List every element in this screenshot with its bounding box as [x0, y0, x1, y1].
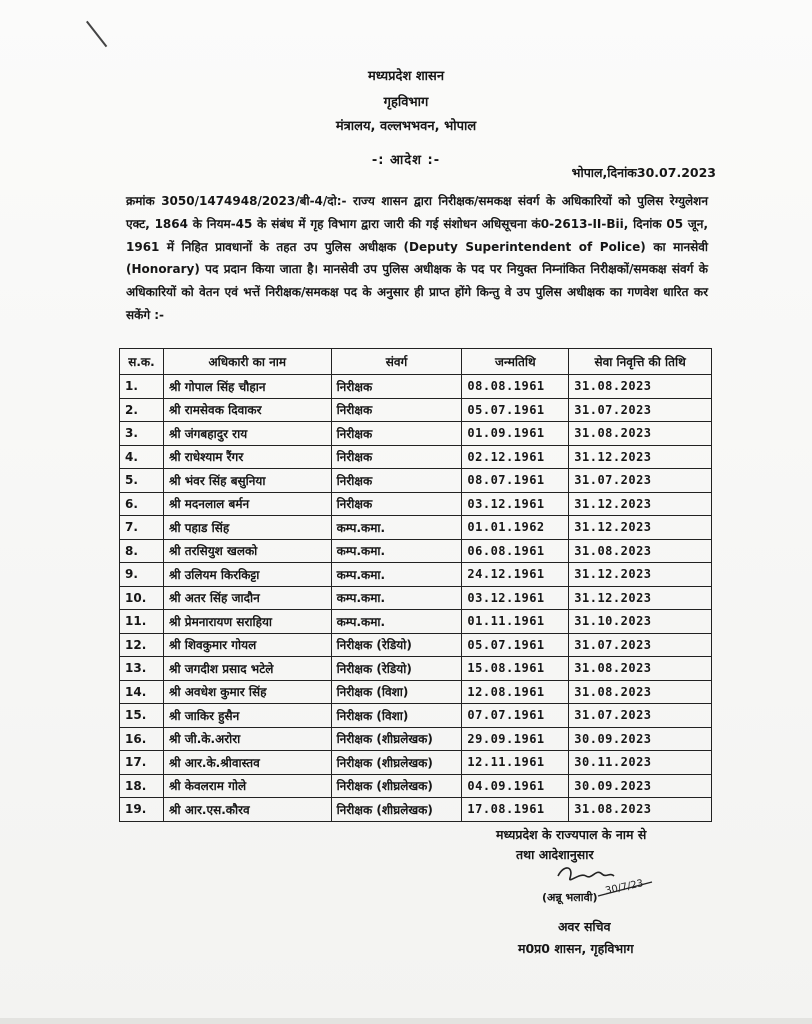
cadre-cell: निरीक्षक	[331, 375, 462, 399]
table-header-row	[120, 349, 712, 375]
serial-cell: 8.	[120, 539, 164, 563]
cadre-cell: निरीक्षक (शीघ्रलेखक)	[331, 727, 462, 751]
officer-name-cell: श्री आर.एस.कौरव	[163, 798, 331, 822]
table-row	[120, 586, 712, 610]
department-name: गृहविभाग	[383, 95, 429, 110]
officer-name-cell: श्री पहाड सिंह	[163, 516, 331, 540]
officer-name-cell: श्री जगदीश प्रसाद भटेले	[163, 657, 331, 681]
officer-name-cell: श्री आर.के.श्रीवास्तव	[163, 751, 331, 775]
birth-date-cell: 12.11.1961	[462, 751, 569, 775]
cadre-cell: निरीक्षक (रेडियो)	[331, 657, 462, 681]
officer-name-cell: श्री तरसियुश खलको	[163, 539, 331, 563]
officer-name-cell: श्री जी.के.अरोरा	[163, 727, 331, 751]
table-row	[120, 727, 712, 751]
birth-date-cell: 07.07.1961	[462, 704, 569, 728]
governor-order-line: मध्यप्रदेश के राज्यपाल के नाम से	[496, 827, 647, 842]
header-retirement-date: सेवा निवृत्ति की तिथि	[569, 349, 712, 375]
table-row	[120, 539, 712, 563]
serial-cell: 18.	[120, 774, 164, 798]
cadre-cell: निरीक्षक	[331, 445, 462, 469]
table-row	[120, 375, 712, 399]
serial-cell: 11.	[120, 610, 164, 634]
serial-cell: 4.	[120, 445, 164, 469]
retirement-date-cell: 30.11.2023	[569, 751, 712, 775]
officer-name-cell: श्री भंवर सिंह बसुनिया	[163, 469, 331, 493]
serial-cell: 1.	[120, 375, 164, 399]
birth-date-cell: 12.08.1961	[462, 680, 569, 704]
table-row	[120, 610, 712, 634]
retirement-date-cell: 31.08.2023	[569, 680, 712, 704]
serial-cell: 13.	[120, 657, 164, 681]
signer-designation: अवर सचिव	[558, 919, 611, 934]
officer-name-cell: श्री अवधेश कुमार सिंह	[163, 680, 331, 704]
officer-name-cell: श्री उलियम किरकिट्टा	[163, 563, 331, 587]
serial-cell: 6.	[120, 492, 164, 516]
birth-date-cell: 03.12.1961	[462, 586, 569, 610]
header-cadre: संवर्ग	[331, 349, 462, 375]
serial-cell: 9.	[120, 563, 164, 587]
serial-cell: 12.	[120, 633, 164, 657]
cadre-cell: कम्प.कमा.	[331, 610, 462, 634]
retirement-date-cell: 31.12.2023	[569, 563, 712, 587]
header-serial: स.क.	[120, 349, 164, 375]
table-row	[120, 469, 712, 493]
retirement-date-cell: 31.08.2023	[569, 375, 712, 399]
retirement-date-cell: 31.08.2023	[569, 422, 712, 446]
table-row	[120, 398, 712, 422]
table-row	[120, 704, 712, 728]
table-row	[120, 563, 712, 587]
officer-name-cell: श्री प्रेमनारायण सराहिया	[163, 610, 331, 634]
birth-date-cell: 02.12.1961	[462, 445, 569, 469]
dateline: भोपाल,दिनांक30.07.2023	[571, 165, 716, 180]
header-officer-name: अधिकारी का नाम	[163, 349, 331, 375]
officer-name-cell: श्री जाकिर हुसैन	[163, 704, 331, 728]
retirement-date-cell: 31.07.2023	[569, 704, 712, 728]
serial-cell: 3.	[120, 422, 164, 446]
cadre-cell: निरीक्षक	[331, 422, 462, 446]
cadre-cell: निरीक्षक (शीघ्रलेखक)	[331, 774, 462, 798]
birth-date-cell: 01.11.1961	[462, 610, 569, 634]
table-row	[120, 516, 712, 540]
serial-cell: 10.	[120, 586, 164, 610]
office-address: मंत्रालय, वल्लभभवन, भोपाल	[335, 119, 477, 134]
cadre-cell: निरीक्षक (शीघ्रलेखक)	[331, 798, 462, 822]
serial-cell: 14.	[120, 680, 164, 704]
birth-date-cell: 08.07.1961	[462, 469, 569, 493]
birth-date-cell: 05.07.1961	[462, 398, 569, 422]
officer-name-cell: श्री राधेश्याम रैंगर	[163, 445, 331, 469]
officer-name-cell: श्री जंगबहादुर राय	[163, 422, 331, 446]
page-bottom-edge	[0, 1018, 812, 1024]
signer-name: (अन्नू भलावी)	[542, 891, 598, 904]
retirement-date-cell: 31.07.2023	[569, 633, 712, 657]
birth-date-cell: 01.01.1962	[462, 516, 569, 540]
cadre-cell: निरीक्षक (रेडियो)	[331, 633, 462, 657]
order-body-text: क्रमांक 3050/1474948/2023/बी-4/दो:- राज्य शासन द्वारा निरीक्षक/समकक्ष संवर्ग के अधिकारियों को पुलिस रेग्युलेशन एक्ट, 1864 के नियम-45 के संबंध में गृह विभाग द्वारा जारी की गई संशोधन अधिसूचना कं0-2613-II-Bii, दिनांक 05 जून, 1961 में निहित प्रावधानों के तहत उप पुलिस अधीक्षक (Deputy Superintendent of Police) का मानसेवी (Honorary) पद प्रदान किया जाता है। मानसेवी उप पुलिस अधीक्षक के पद पर नियुक्त निम्नांकित निरीक्षकों/समकक्ष संवर्ग के अधिकारियों को वेतन एवं भत्तें निरीक्षक/समकक्ष पद के अनुसार ही प्राप्त होंगे किन्तु वे उप पुलिस अधीक्षक का गणवेश धारित कर सकेंगे :-	[126, 194, 708, 322]
table-row	[120, 633, 712, 657]
table-row	[120, 492, 712, 516]
birth-date-cell: 15.08.1961	[462, 657, 569, 681]
officer-name-cell: श्री रामसेवक दिवाकर	[163, 398, 331, 422]
birth-date-cell: 29.09.1961	[462, 727, 569, 751]
birth-date-cell: 05.07.1961	[462, 633, 569, 657]
retirement-date-cell: 30.09.2023	[569, 774, 712, 798]
birth-date-cell: 06.08.1961	[462, 539, 569, 563]
retirement-date-cell: 31.12.2023	[569, 492, 712, 516]
government-name: मध्यप्रदेश शासन	[367, 69, 445, 84]
serial-cell: 19.	[120, 798, 164, 822]
table-row	[120, 774, 712, 798]
retirement-date-cell: 31.07.2023	[569, 398, 712, 422]
retirement-date-cell: 31.07.2023	[569, 469, 712, 493]
cadre-cell: निरीक्षक (विशा)	[331, 680, 462, 704]
table-row	[120, 751, 712, 775]
table-row	[120, 445, 712, 469]
table-row	[120, 657, 712, 681]
retirement-date-cell: 31.08.2023	[569, 798, 712, 822]
birth-date-cell: 24.12.1961	[462, 563, 569, 587]
cadre-cell: कम्प.कमा.	[331, 539, 462, 563]
birth-date-cell: 04.09.1961	[462, 774, 569, 798]
cadre-cell: कम्प.कमा.	[331, 516, 462, 540]
cadre-cell: कम्प.कमा.	[331, 586, 462, 610]
retirement-date-cell: 31.08.2023	[569, 539, 712, 563]
cadre-cell: निरीक्षक	[331, 398, 462, 422]
retirement-date-cell: 31.08.2023	[569, 657, 712, 681]
retirement-date-cell: 30.09.2023	[569, 727, 712, 751]
cadre-cell: निरीक्षक	[331, 469, 462, 493]
cadre-cell: निरीक्षक (शीघ्रलेखक)	[331, 751, 462, 775]
birth-date-cell: 03.12.1961	[462, 492, 569, 516]
birth-date-cell: 17.08.1961	[462, 798, 569, 822]
officer-name-cell: श्री मदनलाल बर्मन	[163, 492, 331, 516]
by-order-line: तथा आदेशानुसार	[516, 847, 594, 862]
table-row	[120, 798, 712, 822]
cadre-cell: कम्प.कमा.	[331, 563, 462, 587]
retirement-date-cell: 31.12.2023	[569, 586, 712, 610]
serial-cell: 16.	[120, 727, 164, 751]
officer-name-cell: श्री केवलराम गोले	[163, 774, 331, 798]
pen-mark	[86, 21, 107, 47]
officer-name-cell: श्री अतर सिंह जादौन	[163, 586, 331, 610]
serial-cell: 17.	[120, 751, 164, 775]
serial-cell: 5.	[120, 469, 164, 493]
serial-cell: 7.	[120, 516, 164, 540]
header-birth-date: जन्मतिथि	[462, 349, 569, 375]
order-title: -: आदेश :-	[371, 153, 441, 168]
signer-department: म0प्र0 शासन, गृहविभाग	[518, 941, 634, 956]
retirement-date-cell: 31.12.2023	[569, 445, 712, 469]
cadre-cell: निरीक्षक (विशा)	[331, 704, 462, 728]
birth-date-cell: 08.08.1961	[462, 375, 569, 399]
serial-cell: 2.	[120, 398, 164, 422]
officers-table	[119, 348, 712, 822]
serial-cell: 15.	[120, 704, 164, 728]
officer-name-cell: श्री गोपाल सिंह चौहान	[163, 375, 331, 399]
officer-name-cell: श्री शिवकुमार गोयल	[163, 633, 331, 657]
birth-date-cell: 01.09.1961	[462, 422, 569, 446]
retirement-date-cell: 31.12.2023	[569, 516, 712, 540]
svg-text:30/7/23: 30/7/23	[604, 878, 645, 897]
retirement-date-cell: 31.10.2023	[569, 610, 712, 634]
table-row	[120, 680, 712, 704]
table-row	[120, 422, 712, 446]
cadre-cell: निरीक्षक	[331, 492, 462, 516]
